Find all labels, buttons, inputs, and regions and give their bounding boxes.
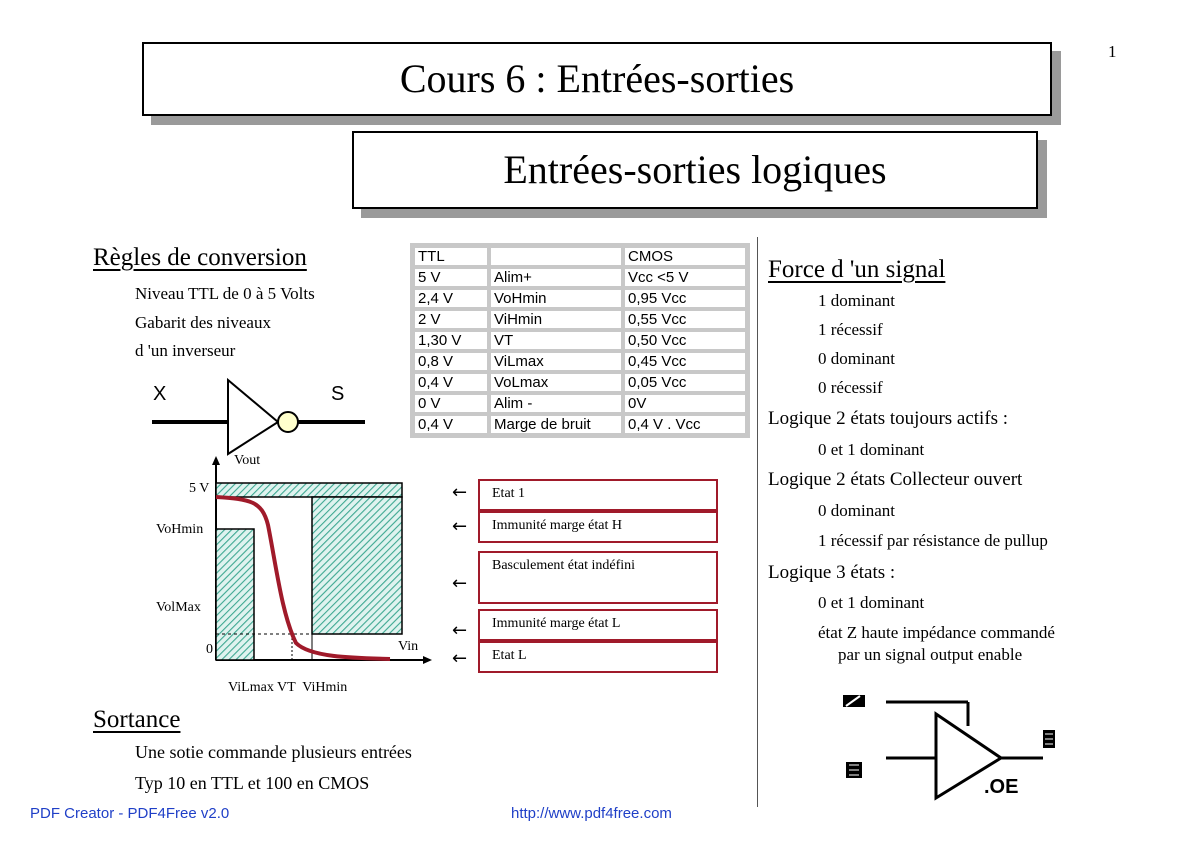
arrow-left-icon: ← [452,516,468,537]
force-item: 0 dominant [818,349,895,368]
table-cell: 0,95 Vcc [623,288,747,309]
force-item: 0 et 1 dominant [818,593,925,612]
table-cell: VoHmin [489,288,623,309]
arrow-left-icon: ← [452,573,468,594]
inverter-input-label: X [153,383,167,405]
table-row [413,393,747,414]
inverter-diagram [150,376,370,456]
arrow-left-icon: ← [452,648,468,669]
arrow-left-icon: ← [452,620,468,641]
table-cell: 5 V [413,267,489,288]
conversion-heading: Règles de conversion [93,244,307,271]
table-cell: VoLmax [489,372,623,393]
zone-basculement: Basculement état indéfini [478,551,718,604]
table-cell: 2 V [413,309,489,330]
table-cell: 0,4 V [413,414,489,435]
graph-tick-zero: 0 [206,642,213,657]
table-cell: ViHmin [489,309,623,330]
table-cell: 0,45 Vcc [623,351,747,372]
conversion-line-1: Niveau TTL de 0 à 5 Volts [135,284,315,303]
table-cell: 0V [623,393,747,414]
zone-immunite-l: Immunité marge état L [478,609,718,641]
inverter-output-label: S [331,383,345,405]
table-row [413,309,747,330]
table-header-cmos: CMOS [623,246,747,267]
footer-creator: PDF Creator - PDF4Free v2.0 [30,805,230,822]
table-cell: VT [489,330,623,351]
table-cell: ViLmax [489,351,623,372]
table-row [413,288,747,309]
table-cell: 0,4 V [413,372,489,393]
footer-url[interactable]: http://www.pdf4free.com [511,805,672,822]
force-heading: Force d 'un signal [768,256,946,283]
table-cell: 2,4 V [413,288,489,309]
table-header-blank [489,246,623,267]
sortance-line-2: Typ 10 en TTL et 100 en CMOS [135,773,370,793]
force-subheading: Logique 3 états : [768,562,896,583]
table-row [413,372,747,393]
sortance-heading: Sortance [93,706,181,733]
table-row [413,267,747,288]
page-number: 1 [1108,42,1117,61]
table-cell: 0,05 Vcc [623,372,747,393]
force-item: 1 récessif [818,320,883,339]
graph-tick-volmax: VolMax [156,600,201,615]
zone-immunite-h: Immunité marge état H [478,511,718,543]
table-cell: 1,30 V [413,330,489,351]
force-item: par un signal output enable [838,645,1023,664]
force-item: 0 et 1 dominant [818,440,925,459]
force-item: 0 récessif [818,378,883,397]
graph-y-label: Vout [234,453,261,468]
sortance-line-1: Une sotie commande plusieurs entrées [135,742,412,762]
force-item: 1 récessif par résistance de pullup [818,531,1048,550]
table-header-ttl: TTL [413,246,489,267]
table-cell: Vcc <5 V [623,267,747,288]
conversion-line-2: Gabarit des niveaux [135,313,271,332]
subtitle: Entrées-sorties logiques [503,147,887,192]
conversion-line-3: d 'un inverseur [135,341,236,360]
table-row [413,414,747,435]
table-cell: Marge de bruit [489,414,623,435]
force-subheading: Logique 2 états Collecteur ouvert [768,469,1023,490]
graph-tick-5v: 5 V [189,481,210,496]
table-cell: 0,8 V [413,351,489,372]
levels-table [410,243,750,438]
table-cell: 0 V [413,393,489,414]
table-row [413,351,747,372]
zone-etat-1: Etat 1 [478,479,718,511]
force-item: 0 dominant [818,501,895,520]
graph-tick-vohmin: VoHmin [156,522,204,537]
table-row [413,330,747,351]
force-item: 1 dominant [818,291,895,310]
arrow-left-icon: ← [452,482,468,503]
graph-x-label: Vin [398,639,419,654]
table-cell: Alim+ [489,267,623,288]
main-title: Cours 6 : Entrées-sorties [399,56,795,101]
table-cell: Alim - [489,393,623,414]
table-header-row [413,246,747,267]
main-title-box [142,42,1052,116]
column-divider [757,237,758,807]
zone-etat-l: Etat L [478,641,718,673]
tristate-buffer-diagram [838,690,1068,812]
graph-x-ticks: ViLmax VT ViHmin [228,680,348,695]
force-subheading: Logique 2 états toujours actifs : [768,408,1009,429]
force-item: état Z haute impédance commandé [818,623,1055,642]
table-cell: 0,55 Vcc [623,309,747,330]
table-cell: 0,50 Vcc [623,330,747,351]
table-cell: 0,4 V . Vcc [623,414,747,435]
subtitle-box [352,131,1038,209]
output-enable-label: .OE [984,776,1019,798]
